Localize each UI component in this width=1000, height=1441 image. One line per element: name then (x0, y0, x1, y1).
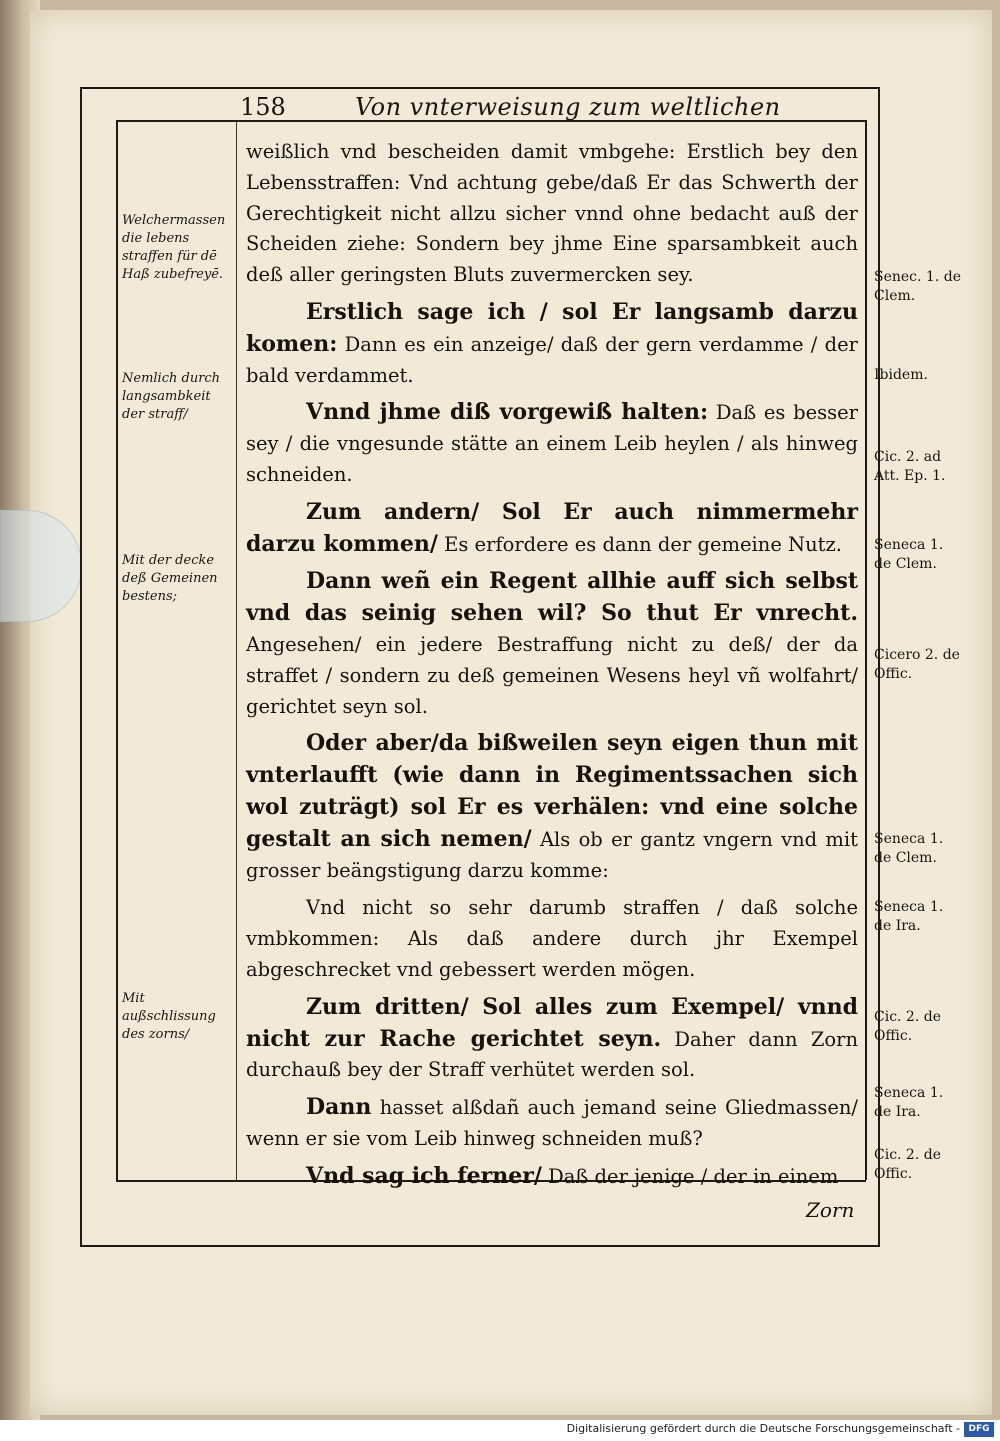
frame-inner-left (116, 120, 118, 1180)
frame-outer-bottom (80, 1245, 880, 1247)
marginal-note-right: Seneca 1. de Clem. (874, 537, 944, 572)
paragraph-text: Vnd nicht so sehr darumb straffen / daß solche vmbkommen: Als daß andere durch jhr Exempel abgeschrecket vnd gebessert werden mögen. (246, 896, 858, 981)
paragraph-lead: Zum andern/ Sol Er auch nimmermehr darzu kommen/ (246, 498, 858, 557)
paragraph (246, 297, 858, 391)
frame-outer-left (80, 87, 82, 1247)
frame-inner-right (865, 120, 867, 1180)
paragraph-text: Dann es ein anzeige/ daß der gern verdamme / der bald verdammet. (246, 332, 858, 387)
marginal-note-right: Seneca 1. de Clem. (874, 831, 944, 866)
marginal-note-left: Welchermassen die lebens straffen für dē Haß zubefreyē. (122, 213, 226, 282)
paragraph (246, 1092, 858, 1155)
paragraph (246, 728, 858, 886)
funding-credit: Digitalisierung gefördert durch die Deutsche Forschungsgemeinschaft - (566, 1422, 960, 1435)
paragraph-text: Daher dann Zorn durchauß bey der Straff verhütet werden sol. (246, 1027, 859, 1082)
paragraph (246, 566, 858, 722)
marginal-note-right: Senec. 1. de Clem. (874, 269, 961, 304)
paragraph-lead: Vnd sag ich ferner/ (306, 1162, 542, 1189)
frame-outer-top (80, 87, 880, 89)
paragraph-text: Es erfordere es dann der gemeine Nutz. (437, 532, 842, 556)
paragraph-lead: Dann weñ ein Regent allhie auff sich selbst vnd das seinig sehen wil? So thut Er vnrecht. (246, 568, 858, 627)
paragraph-text: Daß es besser sey / die vngesunde stätte an einem Leib heylen / als hinweg schneiden. (246, 401, 859, 486)
paragraph (246, 1161, 858, 1193)
body-text (246, 136, 858, 1199)
paragraph-lead: Erstlich sage ich / sol Er langsamb darzu komen: (246, 298, 858, 357)
marginal-note-right: Seneca 1. de Ira. (874, 1085, 944, 1120)
marginal-note-left: Mit der decke deß Gemeinen bestens; (122, 553, 218, 604)
paragraph-lead: Dann (306, 1094, 372, 1121)
paragraph (246, 892, 858, 985)
marginal-note-left: Mit außschlissung des zorns/ (122, 991, 216, 1042)
catchword: Zorn (806, 1198, 855, 1222)
paragraph (246, 397, 858, 490)
marginal-note-right: Cic. 2. de Offic. (874, 1009, 941, 1044)
marginal-note-right: Cic. 2. ad Att. Ep. 1. (874, 449, 946, 484)
footer-bar (0, 1420, 1000, 1441)
paragraph (246, 497, 858, 561)
paragraph (246, 136, 858, 291)
marginal-note-right: Ibidem. (874, 367, 928, 383)
paragraph-lead: Vnnd jhme diß vorgewiß halten: (306, 399, 709, 426)
running-head: Von vnterweisung zum weltlichen (355, 93, 781, 121)
paragraph-lead: Zum dritten/ Sol alles zum Exempel/ vnnd nicht zur Rache gerichtet seyn. (246, 993, 858, 1052)
paragraph-text: Als ob er gantz vngern vnd mit grosser beängstigung darzu komme: (246, 827, 858, 882)
marginal-note-left: Nemlich durch langsambkeit der straff/ (122, 371, 221, 422)
marginal-note-right: Cicero 2. de Offic. (874, 647, 960, 682)
paragraph-text: weißlich vnd bescheiden damit vmbgehe: Erstlich bey den Lebensstraffen: Vnd achtung gebe/daß Er das Schwerth der Gerechtigkeit nicht allzu sicher vnnd ohne bedacht auß der Scheiden ziehe: Sondern bey jhme Eine sparsambkeit auch deß aller geringsten Bluts zuvermercken sey. (246, 140, 858, 287)
paragraph-text: Daß der jenige / der in einem (541, 1164, 839, 1188)
paragraph (246, 992, 858, 1086)
margin-divider (236, 122, 237, 1180)
marginal-note-right: Seneca 1. de Ira. (874, 899, 944, 934)
marginal-note-right: Cic. 2. de Offic. (874, 1147, 941, 1182)
paragraph-lead: Oder aber/da bißweilen seyn eigen thun mit vnterlaufft (wie dann in Regimentssachen sich wol zuträgt) sol Er es verhälen: vnd eine solche gestalt an sich nemen/ (246, 730, 858, 852)
page-number: 158 (240, 93, 286, 121)
paragraph-text: hasset alßdañ auch jemand seine Gliedmassen/ wenn er sie vom Leib hinweg schneiden muß? (246, 1096, 858, 1150)
dfg-logo-icon: DFG (964, 1422, 994, 1437)
paragraph-text: Angesehen/ ein jedere Bestraffung nicht zu deß/ der da straffet / sondern zu deß gemeinen Wesens heyl vñ wolfahrt/ gerichtet seyn sol. (246, 632, 858, 718)
